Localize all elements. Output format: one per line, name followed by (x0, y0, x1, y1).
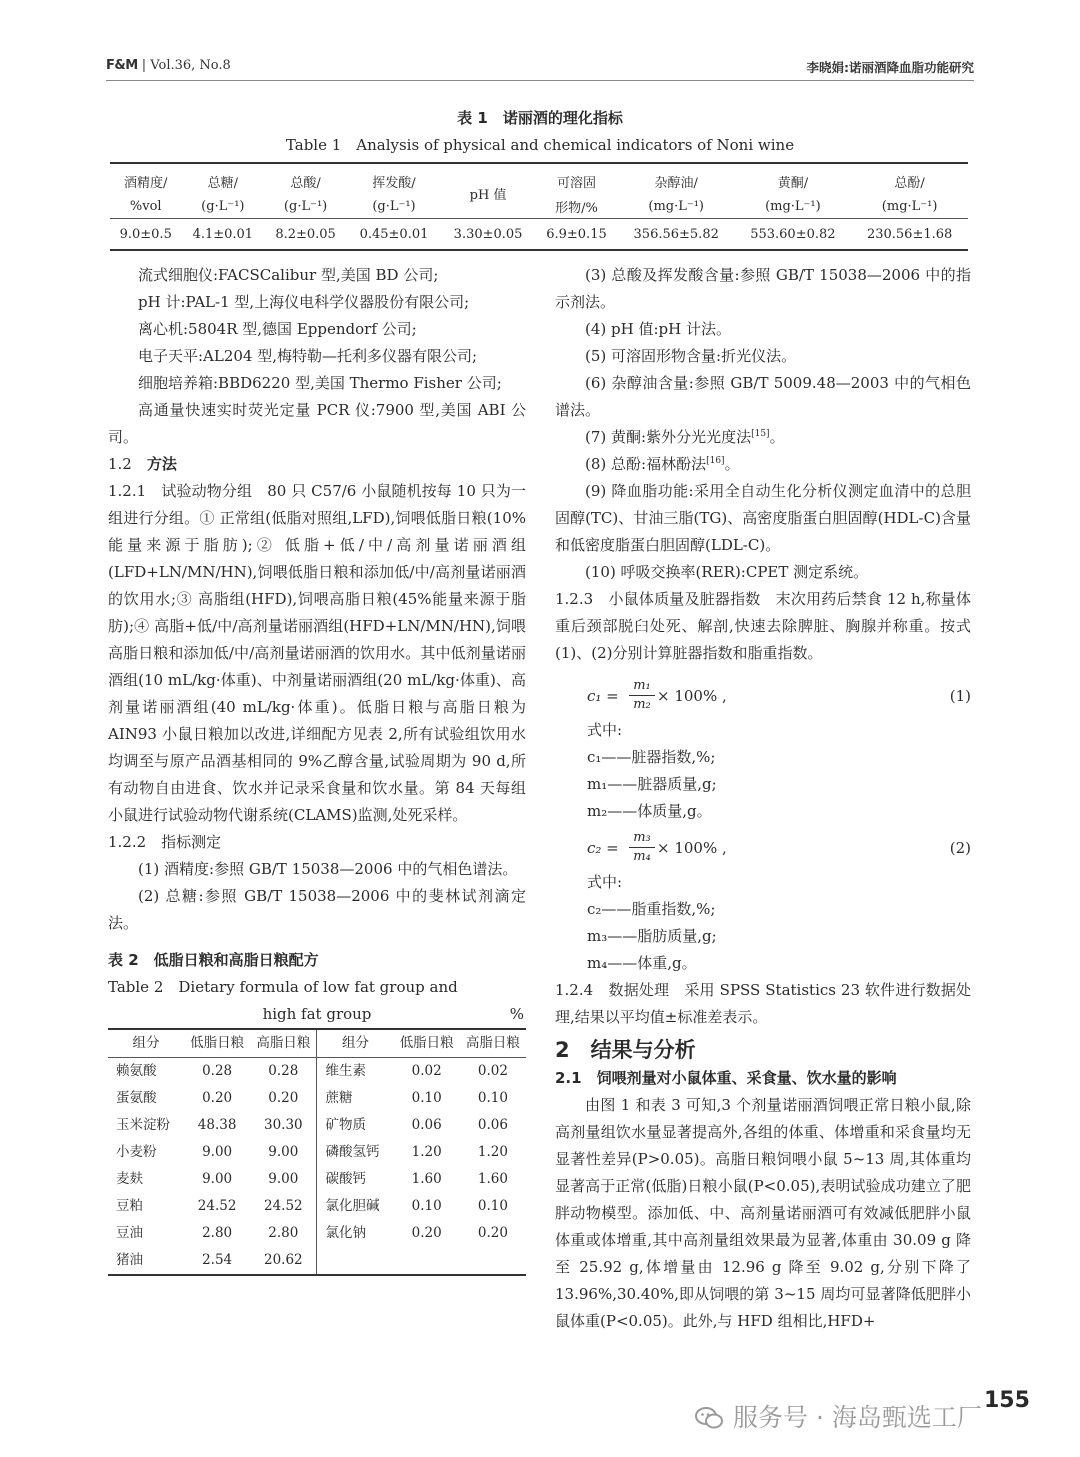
equation-lhs: c₂ = (587, 839, 619, 857)
table1-value-cell: 9.0±0.5 (110, 219, 181, 251)
table1-title-en: Table 1 Analysis of physical and chemical indicators of Noni wine (285, 136, 795, 154)
table2-cell: 1.20 (411, 1144, 442, 1160)
page-number: 155 (984, 1388, 1030, 1413)
left-column (108, 262, 526, 1276)
table2-cell: 30.30 (250, 1112, 317, 1139)
table2-cell: 0.02 (477, 1063, 508, 1079)
table2-title-en-cont: high fat group (262, 1005, 372, 1023)
table2-header-cell: 低脂日粮 (394, 1029, 460, 1058)
method-item: (6) 杂醇油含量:参照 GB/T 5009.48—2003 中的气相色谱法。 (555, 374, 971, 419)
table1-value-cell: 553.60±0.82 (735, 219, 852, 251)
watermark (695, 1398, 982, 1434)
method-item: (10) 呼吸交换率(RER):CPET 测定系统。 (585, 563, 869, 581)
table2-cell: 0.10 (411, 1090, 442, 1106)
instrument-line: 高通量快速实时荧光定量 PCR 仪:7900 型,美国 ABI 公司。 (108, 401, 526, 446)
equation-1 (555, 677, 971, 717)
volume-info: | Vol.36, No.8 (141, 58, 231, 73)
table1-value-cell: 6.9±0.15 (535, 219, 618, 251)
citation-ref[interactable]: [15] (751, 429, 770, 439)
table2-cell: 0.28 (250, 1058, 317, 1086)
table2-cell: 氯化钠 (325, 1225, 366, 1241)
table-row (108, 1193, 526, 1220)
section-number: 1.2 (108, 455, 132, 473)
method-item: (7) 黄酮:紫外分光光度法[15]。 (585, 428, 785, 446)
right-column (555, 262, 971, 1335)
table2-cell: 9.00 (202, 1144, 233, 1160)
table1-unit-cell: (mg·L⁻¹) (648, 198, 705, 214)
method-item: (5) 可溶固形物含量:折光仪法。 (585, 347, 797, 365)
table2-header-cell: 低脂日粮 (184, 1029, 250, 1058)
table-row (108, 1220, 526, 1247)
section-heading-1-2 (108, 451, 526, 478)
subsection-heading: 1.2.1 试验动物分组 (108, 482, 253, 500)
symbol-definition: m₃——脂肪质量,g; (587, 927, 717, 945)
section-title: 方法 (146, 455, 177, 473)
table1-header-cell: 总酸/ (264, 163, 347, 194)
table2-cell: 0.20 (411, 1225, 442, 1241)
subsection-heading-1-2-2: 1.2.2 指标测定 (108, 833, 222, 851)
table1-unit-cell: (g·L⁻¹) (283, 198, 328, 214)
table1-unit-cell: (mg·L⁻¹) (765, 198, 821, 214)
table2-cell: 玉米淀粉 (116, 1117, 170, 1133)
table2-cell: 1.60 (411, 1171, 442, 1187)
method-item: (1) 酒精度:参照 GB/T 15038—2006 中的气相色谱法。 (138, 860, 518, 878)
equation-rhs: × 100% , (657, 839, 727, 857)
table1-unit-cell: %vol (129, 198, 162, 214)
table1-header-cell: pH 值 (441, 163, 535, 219)
equation-lhs: c₁ = (587, 687, 619, 705)
table2-cell: 氯化胆碱 (325, 1198, 380, 1214)
table2-cell: 1.60 (477, 1171, 508, 1187)
table1-header-cell: 杂醇油/ (618, 163, 735, 194)
table2-cell: 0.06 (411, 1117, 442, 1133)
section-heading-2: 2 结果与分析 (555, 1038, 696, 1062)
table2-header-cell: 高脂日粮 (250, 1029, 317, 1058)
table2-cell: 48.38 (197, 1117, 237, 1133)
wechat-icon (695, 1407, 723, 1429)
table2-cell (394, 1247, 460, 1275)
paragraph-1-2-3: 1.2.3 小鼠体质量及脏器指数 末次用药后禁食 12 h,称量体重后颈部脱臼处死、解剖,快速去除脾脏、胸腺并称重。按式(1)、(2)分别计算脏器指数和脂重指数。 (555, 590, 971, 662)
table2-cell: 豆粕 (116, 1198, 143, 1214)
table2-cell: 0.20 (202, 1090, 233, 1106)
table2-cell: 2.80 (202, 1225, 233, 1241)
table2-cell: 碳酸钙 (325, 1171, 366, 1187)
paragraph-2-1: 由图 1 和表 3 可知,3 个剂量诺丽酒饲喂正常日粮小鼠,除高剂量组饮水量显著提高外,各组的体重、体增重和采食量均无显著性差异(P>0.05)。高脂日粮饲喂小鼠 5~13 周,其体重均显著高于正常(低脂)日粮小鼠(P<0.05),表明试验成功建立了肥胖动物模型。添加低、中、高剂量诺丽酒可有效减低肥胖小鼠体重或体增重,其中高剂量组效果最为显著,体重由 30.09 g 降至 25.92 g,体增量由 12.96 g 降至 9.02 g,分别下降了 13.96%,30.40%,即从饲喂的第 3~15 周均可显著降低肥胖小鼠体重(P<0.05)。此外,与 HFD 组相比,HFD+ (555, 1096, 971, 1330)
table2 (108, 1028, 526, 1276)
table2-cell: 9.00 (202, 1171, 233, 1187)
table1 (110, 162, 968, 251)
method-item: (9) 降血脂功能:采用全自动生化分析仪测定血清中的总胆固醇(TC)、甘油三脂(TG)、高密度脂蛋白胆固醇(HDL-C)含量和低密度脂蛋白胆固醇(LDL-C)。 (555, 482, 971, 554)
table1-unit-cell: (g·L⁻¹) (201, 198, 245, 214)
table2-cell: 0.10 (477, 1198, 508, 1214)
table-row (108, 1139, 526, 1166)
table2-cell: 麦麸 (116, 1171, 143, 1187)
running-header-left (106, 58, 231, 73)
table2-header-cell: 组分 (108, 1029, 184, 1058)
table2-title-en-line2 (108, 1001, 526, 1028)
table2-cell: 磷酸氢钙 (325, 1144, 380, 1160)
fraction-denominator: m₄ (629, 847, 655, 866)
symbol-definition: m₁——脏器质量,g; (587, 775, 717, 793)
table2-cell: 蛋氨酸 (116, 1090, 157, 1106)
paragraph-1-2-1 (108, 478, 526, 829)
table2-header-cell: 高脂日粮 (460, 1029, 526, 1058)
table2-cell: 猪油 (116, 1252, 143, 1268)
symbol-definition: c₂——脂重指数,%; (587, 900, 716, 918)
table2-cell: 0.06 (477, 1117, 508, 1133)
table2-header-cell: 组分 (317, 1029, 394, 1058)
table1-value-cell: 4.1±0.01 (181, 219, 264, 251)
method-text: (8) 总酚:福林酚法 (585, 455, 707, 473)
table1-header-cell: 可溶固 (535, 163, 618, 194)
table2-cell (317, 1247, 394, 1275)
instrument-line: 离心机:5804R 型,德国 Eppendorf 公司; (138, 320, 417, 338)
method-item: (2) 总糖:参照 GB/T 15038—2006 中的斐林试剂滴定法。 (108, 887, 526, 932)
table2-cell: 0.02 (411, 1063, 442, 1079)
table1-value-cell: 0.45±0.01 (347, 219, 441, 251)
table1-header-cell: 酒精度/ (110, 163, 181, 194)
table-row (108, 1112, 526, 1139)
citation-ref[interactable]: [16] (706, 456, 725, 466)
table1-unit-cell: (mg·L⁻¹) (881, 198, 938, 214)
fraction-numerator: m₁ (633, 678, 651, 693)
equation-number: (1) (949, 687, 971, 705)
equation-fraction (629, 677, 655, 714)
fraction-denominator: m₂ (629, 695, 655, 714)
table2-cell: 24.52 (197, 1198, 237, 1214)
paragraph-text: 80 只 C57/6 小鼠随机按每 10 只为一组进行分组。① 正常组(低脂对照组,LFD),饲喂低脂日粮(10%能量来源于脂肪);② 低脂+低/中/高剂量诺丽酒组(LFD+LN/MN/HN),饲喂低脂日粮和添加低/中/高剂量诺丽酒的饮用水;③ 高脂组(HFD),饲喂高脂日粮(45%能量来源于脂肪);④ 高脂+低/中/高剂量诺丽酒组(HFD+LN/MN/HN),饲喂高脂日粮和添加低/中/高剂量诺丽酒的饮用水。其中低剂量诺丽酒组(10 mL/kg·体重)、中剂量诺丽酒组(20 mL/kg·体重)、高剂量诺丽酒组(40 mL/kg·体重)。低脂日粮与高脂日粮为 AIN93 小鼠日粮加以改进,详细配方见表 2,所有试验组饮用水均调至与原产品酒基相同的 9%乙醇含量,试验周期为 90 d,所有动物自由进食、饮水并记录采食量和饮水量。第 84 天每组小鼠进行试验动物代谢系统(CLAMS)监测,处死采样。 (108, 482, 526, 824)
table1-value-cell: 8.2±0.05 (264, 219, 347, 251)
instrument-line: 流式细胞仪:FACSCalibur 型,美国 BD 公司; (138, 266, 439, 284)
paragraph-1-2-4: 1.2.4 数据处理 采用 SPSS Statistics 23 软件进行数据处理,结果以平均值±标准差表示。 (555, 981, 971, 1026)
table1-header-cell: 总糖/ (181, 163, 264, 194)
table2-cell: 9.00 (250, 1139, 317, 1166)
symbol-definition: m₂——体质量,g。 (587, 802, 712, 820)
table-row (108, 1085, 526, 1112)
table1-value-cell: 356.56±5.82 (618, 219, 735, 251)
where-label: 式中: (587, 721, 623, 739)
table2-cell: 2.80 (250, 1220, 317, 1247)
table2-cell: 20.62 (250, 1247, 317, 1275)
method-text: (7) 黄酮:紫外分光光度法 (585, 428, 752, 446)
table2-cell: 矿物质 (325, 1117, 366, 1133)
symbol-definition: c₁——脏器指数,%; (587, 748, 716, 766)
table1-value-cell: 3.30±0.05 (441, 219, 535, 251)
instrument-line: 电子天平:AL204 型,梅特勒—托利多仪器有限公司; (138, 347, 478, 365)
method-item: (4) pH 值:pH 计法。 (585, 320, 731, 338)
journal-logo: F&M (106, 58, 138, 73)
fraction-numerator: m₃ (633, 830, 651, 845)
table2-title-cn: 表 2 低脂日粮和高脂日粮配方 (108, 951, 319, 969)
equation-rhs: × 100% , (657, 687, 727, 705)
table2-cell: 0.10 (477, 1090, 508, 1106)
table2-cell: 0.10 (411, 1198, 442, 1214)
table2-cell: 0.20 (477, 1225, 508, 1241)
instrument-line: 细胞培养箱:BBD6220 型,美国 Thermo Fisher 公司; (138, 374, 502, 392)
header-rule (106, 80, 974, 81)
table2-cell: 24.52 (250, 1193, 317, 1220)
table-row (110, 219, 968, 251)
symbol-definition: m₄——体重,g。 (587, 954, 697, 972)
table2-cell: 维生素 (325, 1063, 366, 1079)
table-row (108, 1247, 526, 1275)
table2-cell: 1.20 (477, 1144, 508, 1160)
equation-number: (2) (949, 839, 971, 857)
table2-cell: 2.54 (202, 1252, 233, 1268)
equation-fraction (629, 829, 655, 866)
table2-cell: 豆油 (116, 1225, 143, 1241)
table2-unit: % (509, 1005, 524, 1023)
table-row (108, 1166, 526, 1193)
table2-cell: 蔗糖 (325, 1090, 353, 1106)
table2-cell: 9.00 (250, 1166, 317, 1193)
table2-title-en: Table 2 Dietary formula of low fat group and (108, 978, 458, 996)
table2-cell: 小麦粉 (116, 1144, 157, 1160)
subsection-heading-2-1: 2.1 饲喂剂量对小鼠体重、采食量、饮水量的影响 (555, 1069, 897, 1087)
table1-header-cell: 总酚/ (851, 163, 968, 194)
table1-unit-cell: (g·L⁻¹) (372, 198, 416, 214)
running-title: 李晓娟:诺丽酒降血脂功能研究 (806, 60, 974, 75)
table2-cell: 0.28 (202, 1063, 233, 1079)
table1-header-cell: 挥发酸/ (347, 163, 441, 194)
watermark-text: 服务号 · 海岛甄选工厂 (733, 1403, 982, 1432)
table1-unit-cell: 形物/% (555, 200, 598, 216)
table1-title-cn: 表 1 诺丽酒的理化指标 (457, 109, 623, 127)
equation-2 (555, 829, 971, 869)
method-item: (8) 总酚:福林酚法[16]。 (585, 455, 740, 473)
method-item: (3) 总酸及挥发酸含量:参照 GB/T 15038—2006 中的指示剂法。 (555, 266, 971, 311)
where-label: 式中: (587, 873, 623, 891)
instrument-line: pH 计:PAL-1 型,上海仪电科学仪器股份有限公司; (138, 293, 470, 311)
table2-cell: 赖氨酸 (116, 1063, 157, 1079)
table1-value-cell: 230.56±1.68 (851, 219, 968, 251)
table-row (108, 1058, 526, 1086)
table2-cell: 0.20 (250, 1085, 317, 1112)
table2-cell (460, 1247, 526, 1275)
table1-header-cell: 黄酮/ (735, 163, 852, 194)
